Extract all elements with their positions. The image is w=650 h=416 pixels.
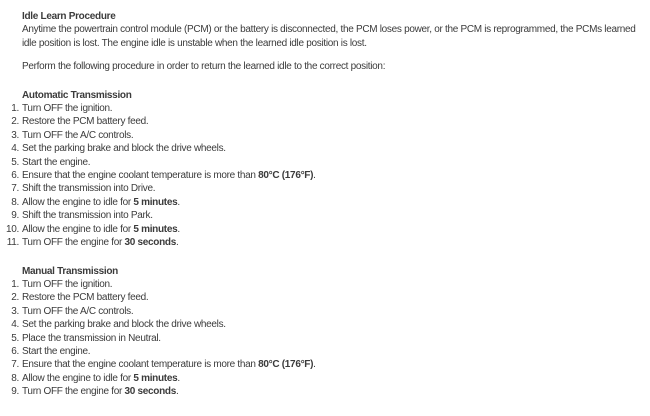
step-number: 1. — [11, 278, 19, 290]
step-item — [11, 182, 641, 195]
step-text: Set the parking brake and block the drive wheels. — [22, 319, 226, 331]
step-item — [11, 318, 641, 331]
step-text: Allow the engine to idle for 5 minutes. — [22, 196, 180, 208]
step-number: 2. — [11, 292, 19, 304]
steps-list — [5, 102, 641, 249]
step-text: Turn OFF the ignition. — [22, 103, 113, 115]
step-text: Turn OFF the A/C controls. — [22, 305, 134, 317]
step-text: Restore the PCM battery feed. — [22, 292, 149, 304]
step-number: 8. — [11, 372, 19, 384]
step-item — [11, 345, 641, 358]
step-number: 6. — [11, 345, 19, 357]
step-text: Place the transmission in Neutral. — [22, 332, 161, 344]
step-item — [11, 142, 641, 155]
step-item — [11, 372, 641, 385]
section-heading: Manual Transmission — [22, 265, 118, 277]
instruction-paragraph: Perform the following procedure in order to return the learned idle to the correct position: — [22, 61, 386, 73]
step-number: 7. — [11, 183, 19, 195]
step-text: Shift the transmission into Drive. — [22, 183, 156, 195]
step-number: 5. — [11, 332, 19, 344]
step-item — [11, 291, 641, 304]
step-text: Ensure that the engine coolant temperature is more than 80°C (176°F). — [22, 359, 316, 371]
step-number: 7. — [11, 359, 19, 371]
step-item — [11, 358, 641, 371]
section — [5, 89, 641, 250]
step-number: 10. — [5, 223, 19, 235]
step-item — [5, 223, 641, 236]
step-item — [11, 278, 641, 291]
step-text: Restore the PCM battery feed. — [22, 116, 149, 128]
step-number: 2. — [11, 116, 19, 128]
step-number: 11. — [6, 237, 19, 249]
step-text: Start the engine. — [22, 345, 91, 357]
sections-container — [5, 89, 641, 399]
step-text: Allow the engine to idle for 5 minutes. — [22, 372, 180, 384]
step-number: 9. — [11, 210, 19, 222]
step-number: 6. — [11, 170, 19, 182]
step-item — [11, 196, 641, 209]
section — [11, 265, 641, 399]
step-item — [6, 236, 641, 249]
step-text: Ensure that the engine coolant temperature is more than 80°C (176°F). — [22, 170, 316, 182]
step-item — [11, 305, 641, 318]
step-number: 1. — [11, 103, 19, 115]
step-item — [11, 169, 641, 182]
step-item — [11, 156, 641, 169]
step-number: 4. — [11, 143, 19, 155]
step-number: 9. — [11, 386, 19, 398]
step-text: Turn OFF the engine for 30 seconds. — [22, 386, 179, 398]
step-number: 8. — [11, 196, 19, 208]
step-number: 4. — [11, 319, 19, 331]
steps-list — [11, 278, 641, 399]
step-text: Shift the transmission into Park. — [22, 210, 153, 222]
step-text: Turn OFF the engine for 30 seconds. — [22, 237, 179, 249]
step-item — [11, 102, 641, 115]
step-text: Turn OFF the ignition. — [22, 278, 113, 290]
step-item — [11, 332, 641, 345]
step-number: 3. — [11, 129, 19, 141]
step-item — [11, 115, 641, 128]
step-item — [11, 385, 641, 398]
document-title: Idle Learn Procedure — [22, 11, 116, 22]
section-heading: Automatic Transmission — [22, 89, 132, 101]
step-text: Allow the engine to idle for 5 minutes. — [22, 223, 180, 235]
step-text: Set the parking brake and block the drive wheels. — [22, 143, 226, 155]
step-item — [11, 129, 641, 142]
step-text: Start the engine. — [22, 156, 91, 168]
intro-paragraph: Anytime the powertrain control module (PCM) or the battery is disconnected, the PCM loses power, or the PCM is reprogrammed, the PCMs learned idle position is lost. The engine idle is unstable when the learned idle position is lost. — [22, 24, 636, 49]
step-item — [11, 209, 641, 222]
step-number: 5. — [11, 156, 19, 168]
step-number: 3. — [11, 305, 19, 317]
step-text: Turn OFF the A/C controls. — [22, 129, 134, 141]
